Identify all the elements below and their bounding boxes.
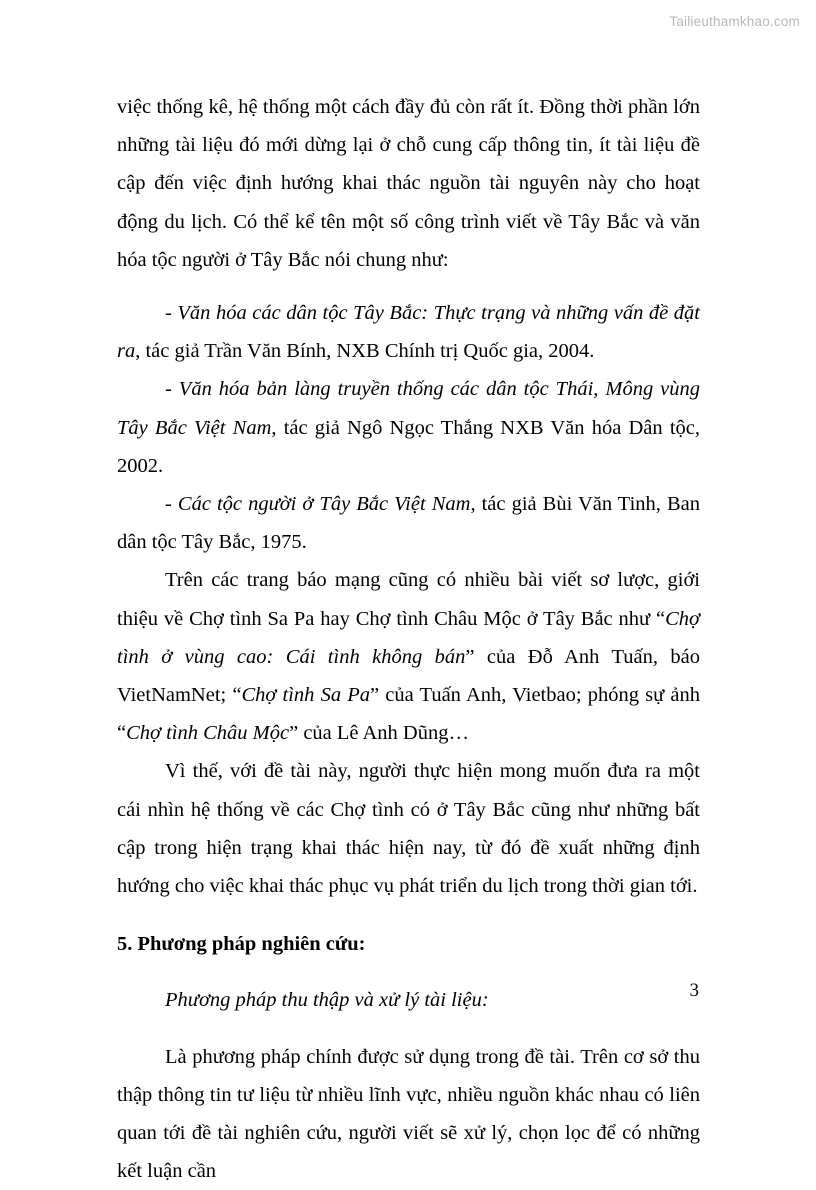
subsection-heading-thu-thap-xu-ly: Phương pháp thu thập và xử lý tài liệu: (165, 989, 489, 1012)
bibliography-entry-1 (117, 294, 700, 370)
paragraph-continuation: việc thống kê, hệ thống một cách đầy đủ còn rất ít. Đồng thời phần lớn những tài liệu đó mới dừng lại ở chỗ cung cấp thông tin, ít tài liệu đề cập đến việc định hướng khai thác nguồn tài nguyên này cho hoạt động du lịch. Có thể kể tên một số công trình viết về Tây Bắc và văn hóa tộc người ở Tây Bắc nói chung như: (117, 96, 700, 271)
para2-part-1: Trên các trang báo mạng cũng có nhiều bài viết sơ lược, giới thiệu về Chợ tình Sa Pa hay Chợ tình Châu Mộc ở Tây Bắc như “ (117, 569, 700, 630)
paragraph-online-sources (117, 561, 700, 752)
spacer (117, 905, 700, 925)
spacer (117, 279, 700, 294)
page-content (117, 88, 700, 1190)
article-title-cho-tinh-sa-pa: Chợ tình Sa Pa (241, 684, 371, 707)
bibliography-entry-3 (117, 485, 700, 561)
paragraph-method-description: Là phương pháp chính được sử dụng trong đề tài. Trên cơ sở thu thập thông tin tư liệu từ nhiều lĩnh vực, nhiều nguồn khác nhau có liên quan tới đề tài nghiên cứu, người viết sẽ xử lý, chọn lọc để có những kết luận cần (117, 1045, 700, 1183)
biblio-rest-2: , tác giả Ngô Ngọc Thắng NXB Văn hóa Dân tộc, 2002. (117, 416, 701, 477)
biblio-title-3: Các tộc người ở Tây Bắc Việt Nam (177, 493, 471, 516)
page-number: 3 (689, 980, 699, 1001)
biblio-dash-2: - (165, 378, 179, 401)
bibliography-entry-2 (117, 370, 700, 485)
biblio-dash-1: - (165, 302, 178, 325)
biblio-title-1: Văn hóa các dân tộc Tây Bắc: Thực trạng và những vấn đề đặt ra (117, 302, 700, 363)
biblio-title-2: Văn hóa bản làng truyền thống các dân tộc Thái, Mông vùng Tây Bắc Việt Nam (117, 378, 700, 439)
biblio-dash-3: - (165, 493, 178, 516)
para2-part-4: ” của Lê Anh Dũng… (289, 722, 469, 745)
section-heading-5: 5. Phương pháp nghiên cứu: (117, 933, 366, 956)
paragraph-research-aim: Vì thế, với đề tài này, người thực hiện mong muốn đưa ra một cái nhìn hệ thống về các Chợ tình có ở Tây Bắc cũng như những bất cập trong hiện trạng khai thác hiện nay, từ đó đề xuất những định hướng cho việc khai thác phục vụ phát triển du lịch trong thời gian tới. (117, 760, 700, 898)
spacer (117, 1020, 700, 1038)
article-title-cho-tinh-chau-moc: Chợ tình Châu Mộc (126, 722, 290, 745)
biblio-rest-1: , tác giả Trần Văn Bính, NXB Chính trị Quốc gia, 2004. (135, 340, 595, 363)
para2-part-3: ” của Tuấn Anh, Vietbao; phóng sự ảnh “ (117, 684, 700, 745)
spacer (117, 963, 700, 981)
para2-part-2: ” của Đỗ Anh Tuấn, báo VietNamNet; “ (117, 645, 701, 707)
article-title-cho-tinh-vung-cao: Chợ tình ở vùng cao: Cái tình không bán (117, 607, 700, 668)
biblio-rest-3: , tác giả Bùi Văn Tinh, Ban dân tộc Tây Bắc, 1975. (117, 493, 700, 554)
watermark-tailieuthamkhao: Tailieuthamkhao.com (669, 14, 800, 29)
